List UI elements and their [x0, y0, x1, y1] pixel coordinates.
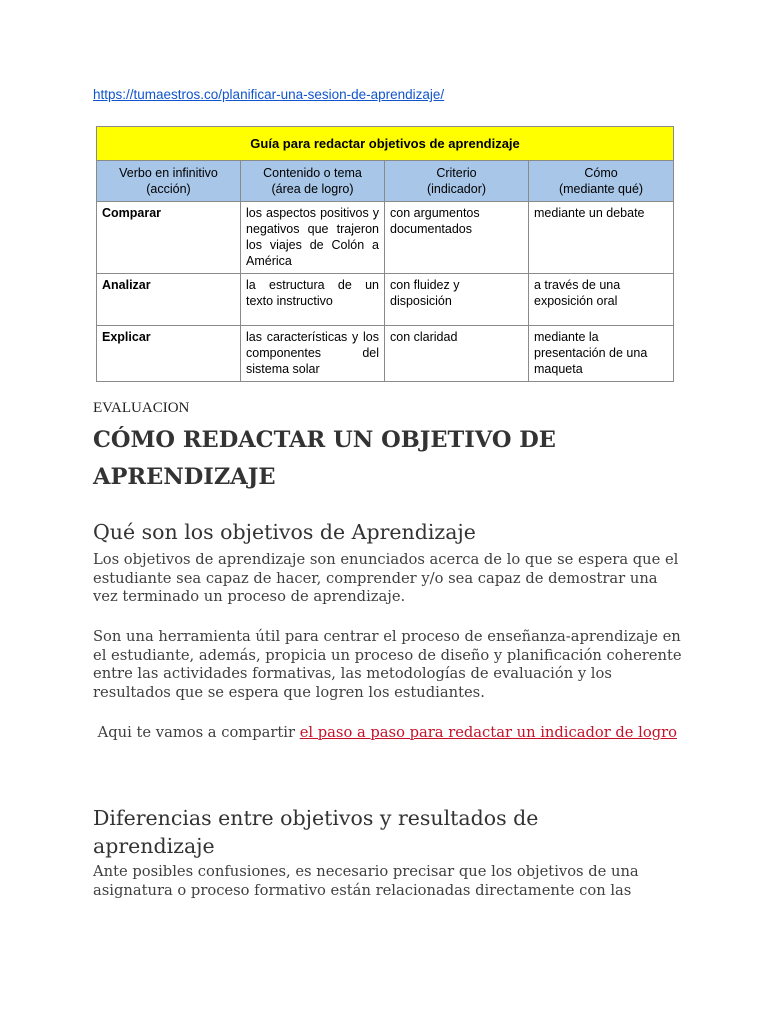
cell-content: las características y los componentes del sistema solar [241, 326, 385, 382]
category-label: EVALUACION [93, 400, 190, 416]
header-criterion: Criterio (indicador) [385, 161, 529, 202]
paragraph-with-link: Aqui te vamos a compartir el paso a paso para redactar un indicador de logro [93, 724, 677, 741]
cell-verb: Explicar [97, 326, 241, 382]
paragraph: Son una herramienta útil para centrar el proceso de enseñanza-aprendizaje en el estudiante, además, propicia un proceso de diseño y planificación coherente entre las actividades formativas, las metodologías de evaluación y los resultados que se espera que logren los estudiantes. [93, 628, 682, 701]
paragraph: Ante posibles confusiones, es necesario precisar que los objetivos de una asignatura o proceso formativo están relacionadas directamente con las [93, 863, 639, 899]
objectives-guide-table [96, 126, 674, 382]
cell-how: a través de una exposición oral [529, 274, 674, 326]
cell-content: los aspectos positivos y negativos que trajeron los viajes de Colón a América [241, 202, 385, 274]
section-heading-differences: Diferencias entre objetivos y resultados de aprendizaje [93, 806, 539, 858]
cell-content: la estructura de un texto instructivo [241, 274, 385, 326]
header-how: Cómo (mediante qué) [529, 161, 674, 202]
table-row [97, 274, 674, 326]
paragraph: Los objetivos de aprendizaje son enunciados acerca de lo que se espera que el estudiante sea capaz de hacer, comprender y/o sea capaz de demostrar una vez terminado un proceso de aprendizaje. [93, 551, 679, 605]
cell-verb: Analizar [97, 274, 241, 326]
cell-verb: Comparar [97, 202, 241, 274]
cell-criterion: con argumentos documentados [385, 202, 529, 274]
article-title: CÓMO REDACTAR UN OBJETIVO DE APRENDIZAJE [93, 427, 556, 490]
section-heading-objectives: Qué son los objetivos de Aprendizaje [93, 520, 476, 544]
cell-how: mediante la presentación de una maqueta [529, 326, 674, 382]
cell-criterion: con claridad [385, 326, 529, 382]
table-title: Guía para redactar objetivos de aprendizaje [97, 127, 674, 161]
header-content: Contenido o tema (área de logro) [241, 161, 385, 202]
header-verb: Verbo en infinitivo (acción) [97, 161, 241, 202]
cell-criterion: con fluidez y disposición [385, 274, 529, 326]
cell-how: mediante un debate [529, 202, 674, 274]
table-row [97, 326, 674, 382]
source-url-link[interactable]: https://tumaestros.co/planificar-una-sesion-de-aprendizaje/ [93, 87, 445, 102]
table-row [97, 202, 674, 274]
indicator-steps-link[interactable]: el paso a paso para redactar un indicador de logro [299, 724, 677, 741]
